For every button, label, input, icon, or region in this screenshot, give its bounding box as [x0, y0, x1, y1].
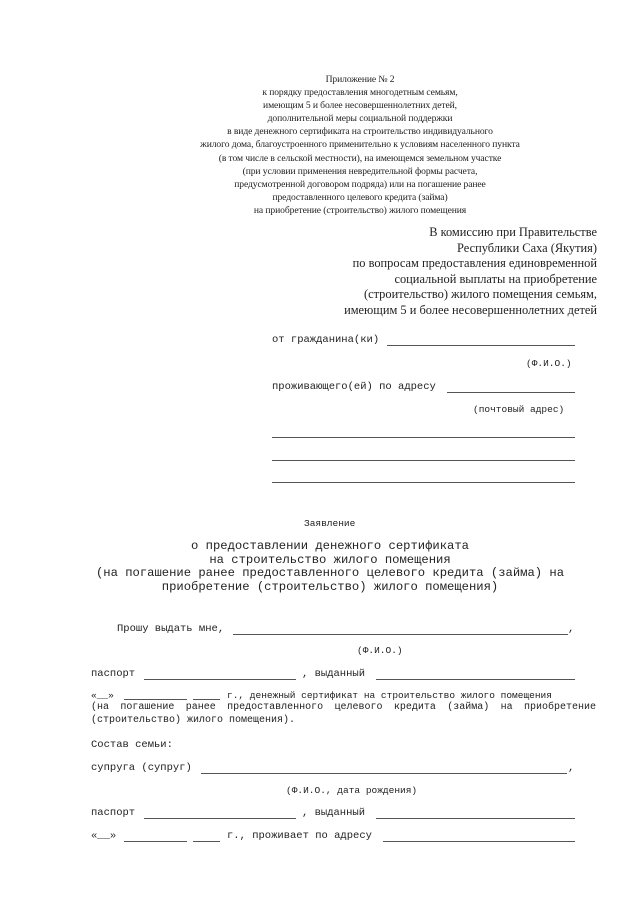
address-line-3[interactable]	[272, 482, 575, 483]
address-line-2[interactable]	[272, 460, 575, 461]
date-day: «__»	[91, 690, 114, 701]
statement-title	[60, 540, 600, 594]
spouse-address-label: г., проживает по адресу	[227, 830, 372, 842]
annex-header	[195, 73, 525, 217]
annex-line: (при условии применения невредительной формы расчета,	[242, 165, 478, 177]
spouse-date-day: «__»	[91, 830, 117, 842]
passport-field[interactable]	[144, 679, 296, 680]
annex-line: (в том числе в сельской местности), на имеющемся земельном участке	[218, 152, 502, 164]
statement-heading: Заявление	[304, 518, 356, 529]
request-comma: ,	[568, 623, 575, 635]
from-label: от гражданина(ки)	[272, 334, 380, 346]
statement-title-line: на строительство жилого помещения	[209, 552, 451, 567]
annex-line: жилого дома, благоустроенного применительно к условиям населенного пункта	[200, 139, 520, 151]
addressee-line: В комиссию при Правительстве	[429, 225, 597, 239]
statement-title-line: (на погашение ранее предоставленного целевого кредита (займа) на	[95, 566, 565, 581]
certificate-request-text: г., денежный сертификат на строительство жилого помещения	[227, 690, 552, 701]
fio-hint: (Ф.И.О.)	[526, 358, 572, 369]
annex-line: предоставленного целевого кредита (займа)	[272, 191, 448, 203]
spouse-address-field[interactable]	[383, 841, 575, 842]
certificate-paragraph: (на погашение ранее предоставленного целевого кредита (займа) на приобретение (строительство) жилого помещения).	[91, 702, 596, 726]
address-field[interactable]	[447, 392, 575, 393]
spouse-issued-by-field[interactable]	[376, 818, 575, 819]
spouse-passport-label: паспорт	[91, 807, 136, 819]
spouse-issued-label: , выданный	[302, 807, 366, 819]
postal-hint: (почтовый адрес)	[473, 404, 565, 415]
date-month-field[interactable]	[124, 699, 187, 700]
spouse-date-year-field[interactable]	[193, 841, 220, 842]
request-fio-hint: (Ф.И.О.)	[357, 645, 403, 656]
addressee-line: Республики Саха (Якутия)	[457, 240, 597, 255]
addressee-line: (строительство) жилого помещения семьям,	[363, 287, 597, 302]
issued-label: , выданный	[302, 668, 366, 680]
spouse-comma: ,	[568, 762, 575, 774]
issued-by-field[interactable]	[376, 679, 575, 680]
spouse-hint: (Ф.И.О., дата рождения)	[286, 785, 418, 796]
family-label: Состав семьи:	[91, 739, 173, 751]
annex-line: дополнительной меры социальной поддержки	[267, 113, 453, 125]
spouse-date-month-field[interactable]	[124, 841, 187, 842]
annex-line: имеющим 5 и более несовершеннолетних детей,	[263, 100, 457, 112]
address-label: проживающего(ей) по адресу	[272, 381, 436, 393]
request-name-field[interactable]	[233, 634, 568, 635]
spouse-name-field[interactable]	[201, 773, 567, 774]
passport-label: паспорт	[91, 668, 136, 680]
request-label: Прошу выдать мне,	[117, 623, 225, 635]
date-year-field[interactable]	[193, 699, 220, 700]
spouse-passport-field[interactable]	[144, 818, 296, 819]
addressee-line: имеющим 5 и более несовершеннолетних детей	[344, 302, 597, 317]
annex-line: на приобретение (строительство) жилого помещения	[253, 204, 467, 216]
applicant-name-field[interactable]	[387, 345, 575, 346]
annex-line: предусмотренной договором подряда) или на погашение ранее	[234, 178, 486, 190]
statement-title-line: о предоставлении денежного сертификата	[191, 539, 469, 553]
annex-line: к порядку предоставления многодетным семьям,	[262, 87, 458, 99]
annex-line: в виде денежного сертификата на строительство индивидуального	[227, 126, 493, 138]
address-line-1[interactable]	[272, 437, 575, 438]
annex-line: Приложение № 2	[325, 74, 395, 85]
spouse-label: супруга (супруг)	[91, 762, 192, 774]
addressee-line: по вопросам предоставления единовременной	[352, 256, 597, 271]
addressee-line: социальной выплаты на приобретение	[394, 271, 597, 286]
statement-title-line: приобретение (строительство) жилого помещения)	[161, 579, 499, 594]
addressee-block	[277, 225, 597, 319]
